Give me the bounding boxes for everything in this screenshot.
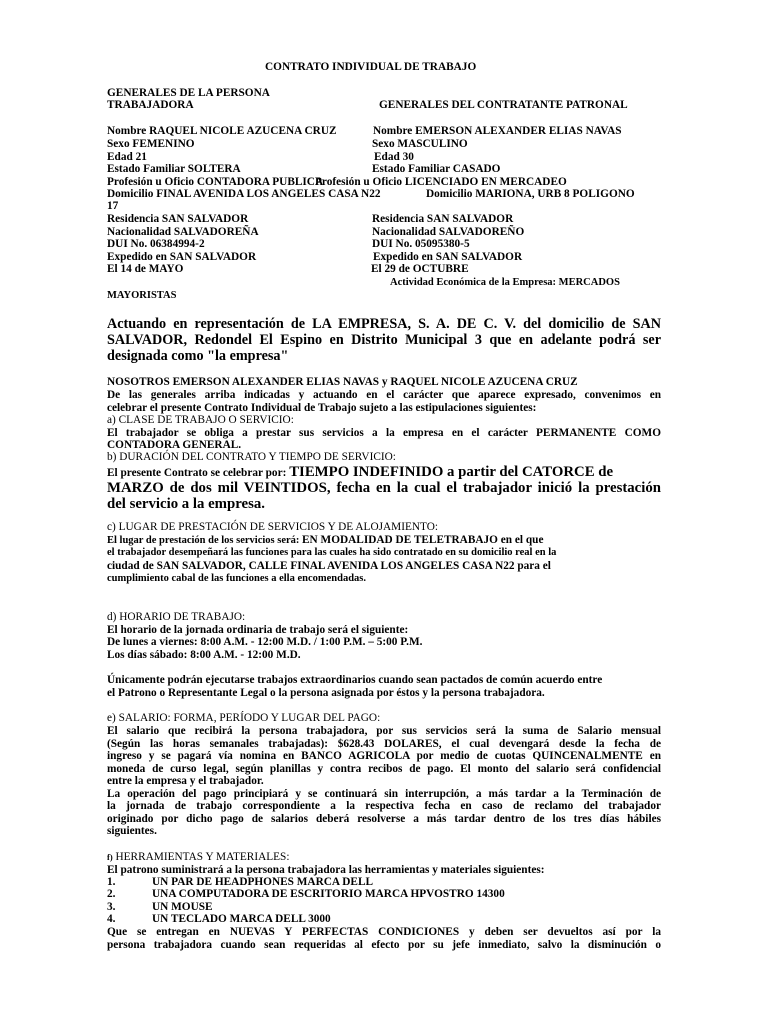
worker-profesion: Profesión u Oficio CONTADORA PUBLICA xyxy=(107,176,324,188)
nosotros-line: NOSOTROS EMERSON ALEXANDER ELIAS NAVAS y RAQUEL NICOLE AZUCENA CRUZ xyxy=(107,376,578,388)
section-d-line-1: El horario de la jornada ordinaria de trabajo será el siguiente: xyxy=(107,624,409,636)
worker-header-line1: GENERALES DE LA PERSONA xyxy=(107,87,270,99)
section-b-heading: b) DURACIÓN DEL CONTRATO Y TIEMPO DE SERVICIO: xyxy=(107,451,396,463)
section-d-extra-1: Únicamente podrán ejecutarse trabajos extraordinarios cuando sean pactados de común acuerdo entre xyxy=(107,674,603,686)
section-c-line-1 xyxy=(107,535,543,547)
intro-line-1: Actuando en representación de LA EMPRESA, S. A. DE C. V. del domicilio de SAN xyxy=(107,316,661,332)
employer-estado: Estado Familiar CASADO xyxy=(372,163,501,175)
employer-residencia: Residencia SAN SALVADOR xyxy=(372,213,514,225)
tool-item-text: UN PAR DE HEADPHONES MARCA DELL xyxy=(152,876,374,888)
employer-expedido: Expedido en SAN SALVADOR xyxy=(373,251,523,263)
tool-item-text: UNA COMPUTADORA DE ESCRITORIO MARCA HPVOSTRO 14300 xyxy=(152,888,505,900)
tool-item-text: UN TECLADO MARCA DELL 3000 xyxy=(152,913,331,925)
section-f-closing-2: persona trabajadora cuando sean requeridas al efecto por su jefe inmediato, salvo la disminución o xyxy=(107,939,661,951)
section-f-heading xyxy=(107,852,289,863)
employer-sexo: Sexo MASCULINO xyxy=(372,138,468,150)
employer-edad: Edad 30 xyxy=(374,151,414,163)
employer-fecha: El 29 de OCTUBRE xyxy=(371,263,469,275)
worker-nombre: Nombre RAQUEL NICOLE AZUCENA CRUZ xyxy=(107,125,337,137)
section-e-line-6: La operación del pago principiará y se continuará sin interrupción, a más tardar a la Terminación de xyxy=(107,788,661,800)
worker-fecha: El 14 de MAYO xyxy=(107,263,184,275)
preamble-line-1: De las generales arriba indicadas y actuando en el carácter que aparece expresado, convenimos en xyxy=(107,389,661,401)
section-f-closing-1: Que se entregan en NUEVAS Y PERFECTAS CONDICIONES y deben ser devueltos así por la xyxy=(107,926,661,938)
section-d-heading: d) HORARIO DE TRABAJO: xyxy=(107,611,246,623)
employer-header: GENERALES DEL CONTRATANTE PATRONAL xyxy=(379,99,628,111)
section-e-line-5: entre la empresa y el trabajador. xyxy=(107,775,264,787)
section-b-line-1-small: El presente Contrato se celebrar por: xyxy=(107,467,290,479)
worker-expedido: Expedido en SAN SALVADOR xyxy=(107,251,257,263)
employer-domicilio: Domicilio MARIONA, URB 8 POLIGONO xyxy=(426,188,635,200)
tool-item-text: UN MOUSE xyxy=(152,901,213,913)
section-a-line-2: CONTADORA GENERAL. xyxy=(107,439,242,451)
section-c-line-1-small: El lugar de prestación de los servicios será: xyxy=(107,535,303,546)
section-c-line-3: ciudad de SAN SALVADOR, CALLE FINAL AVENIDA LOS ANGELES CASA N22 para el xyxy=(107,560,551,572)
tool-item-number: 3. xyxy=(107,901,116,913)
worker-dui: DUI No. 06384994-2 xyxy=(107,238,205,250)
employer-actividad: Actividad Económica de la Empresa: MERCADOS xyxy=(390,277,620,288)
worker-residencia: Residencia SAN SALVADOR xyxy=(107,213,249,225)
section-e-line-4: moneda de curso legal, según planillas y contra recibos de pago. El monto del salario será confidencial xyxy=(107,763,661,775)
employer-domicilio-cont: 17 xyxy=(107,200,119,212)
section-e-line-9: siguientes. xyxy=(107,825,157,837)
section-d-line-2: De lunes a viernes: 8:00 A.M. - 12:00 M.D. / 1:00 P.M. – 5:00 P.M. xyxy=(107,636,423,648)
section-d-line-3: Los días sábado: 8:00 A.M. - 12:00 M.D. xyxy=(107,649,301,661)
intro-line-2: SALVADOR, Redondel El Espino en Distrito Municipal 3 que en adelante podrá ser xyxy=(107,332,661,348)
section-b-line-1-big: TIEMPO INDEFINIDO a partir del CATORCE de xyxy=(289,464,614,480)
section-f-prefix: f) xyxy=(107,852,113,862)
tool-item-number: 2. xyxy=(107,888,116,900)
section-b-line-3: del servicio a la empresa. xyxy=(107,496,265,512)
document-title: CONTRATO INDIVIDUAL DE TRABAJO xyxy=(265,61,477,73)
employer-profesion: Profesión u Oficio LICENCIADO EN MERCADEO xyxy=(315,176,567,188)
employer-actividad-cont: MAYORISTAS xyxy=(107,290,177,301)
tool-item-number: 4. xyxy=(107,913,116,925)
employer-nacionalidad: Nacionalidad SALVADOREÑO xyxy=(372,226,525,238)
section-f-title: HERRAMIENTAS Y MATERIALES: xyxy=(112,851,290,863)
section-e-line-7: la jornada de trabajo correspondiente a la respectiva fecha en caso de reclamo del trabajador xyxy=(107,800,661,812)
section-f-intro: El patrono suministrará a la persona trabajadora las herramientas y materiales siguientes: xyxy=(107,864,545,876)
section-b-line-2: MARZO de dos mil VEINTIDOS, fecha en la cual el trabajador inició la prestación xyxy=(107,480,661,496)
section-a-line-1: El trabajador se obliga a prestar sus servicios a la empresa en el carácter PERMANENTE COMO xyxy=(107,427,661,439)
section-b-line-1 xyxy=(107,465,613,480)
employer-nombre: Nombre EMERSON ALEXANDER ELIAS NAVAS xyxy=(373,125,622,137)
worker-nacionalidad: Nacionalidad SALVADOREÑA xyxy=(107,226,259,238)
worker-domicilio: Domicilio FINAL AVENIDA LOS ANGELES CASA N22 xyxy=(107,188,381,200)
section-e-line-1: El salario que recibirá la persona trabajadora, por sus servicios será la suma de Salario mensual xyxy=(107,725,661,737)
section-e-heading: e) SALARIO: FORMA, PERÍODO Y LUGAR DEL PAGO: xyxy=(107,712,381,724)
preamble-line-2: celebrar el presente Contrato Individual de Trabajo sujeto a las estipulaciones siguientes: xyxy=(107,402,537,414)
worker-header-line2: TRABAJADORA xyxy=(107,99,194,111)
section-d-extra-2: el Patrono o Representante Legal o la persona asignada por éstos y la persona trabajadora. xyxy=(107,687,545,699)
section-c-line-1-big: EN MODALIDAD DE TELETRABAJO en el que xyxy=(302,534,544,546)
section-a-heading: a) CLASE DE TRABAJO O SERVICIO: xyxy=(107,414,294,426)
section-e-line-3: ingreso y se pagará vía nomina en BANCO AGRICOLA por medio de cuotas QUINCENALMENTE en xyxy=(107,750,661,762)
worker-edad: Edad 21 xyxy=(107,151,147,163)
section-e-line-8: originado por dicho pago de salarios deberá resolverse a más tardar dentro de los tres días hábiles xyxy=(107,813,661,825)
employer-dui: DUI No. 05095380-5 xyxy=(372,238,470,250)
section-e-line-2: (Según las horas semanales trabajadas): $628.43 DOLARES, el cual devengará desde la fecha de xyxy=(107,738,661,750)
section-c-heading: c) LUGAR DE PRESTACIÓN DE SERVICIOS Y DE ALOJAMIENTO: xyxy=(107,521,439,533)
intro-line-3: designada como "la empresa" xyxy=(107,348,289,364)
section-c-line-4: cumplimiento cabal de las funciones a ella encomendadas. xyxy=(107,573,367,584)
worker-estado: Estado Familiar SOLTERA xyxy=(107,163,241,175)
section-c-line-2: el trabajador desempeñará las funciones para las cuales ha sido contratado en su domicilio real en la xyxy=(107,547,557,558)
tool-item-number: 1. xyxy=(107,876,116,888)
worker-sexo: Sexo FEMENINO xyxy=(107,138,195,150)
